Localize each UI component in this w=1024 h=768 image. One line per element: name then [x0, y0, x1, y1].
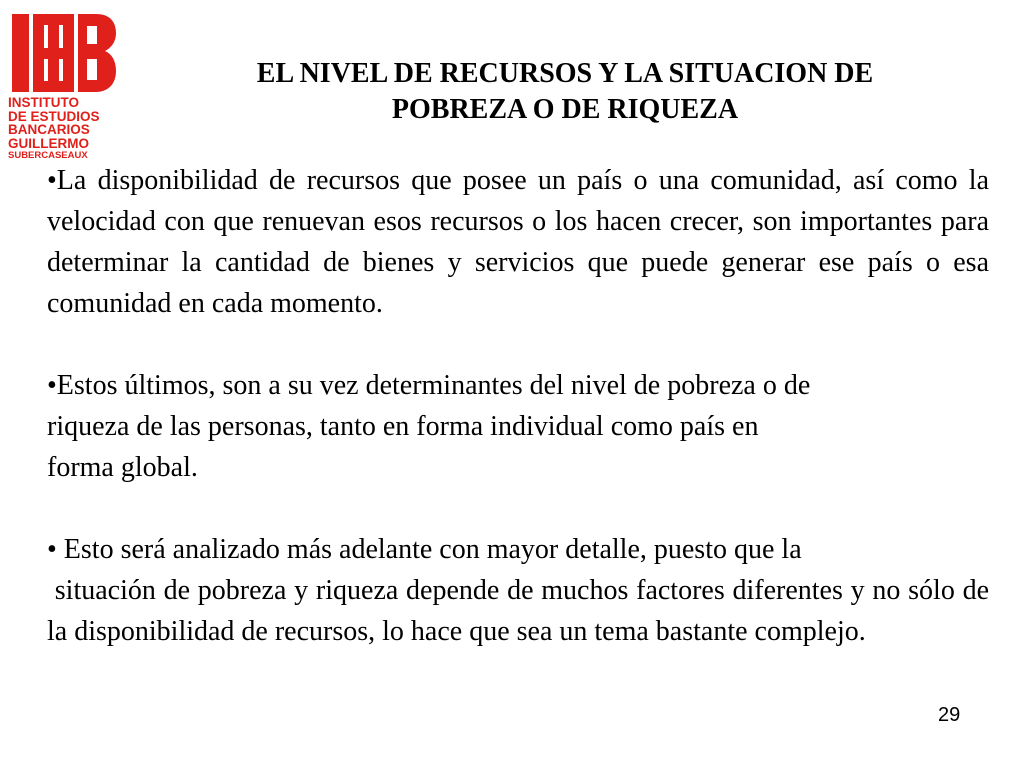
ieb-logo-icon: [12, 12, 116, 94]
slide-body: [47, 160, 996, 652]
slide-title-line-1: EL NIVEL DE RECURSOS Y LA SITUACION DE: [256, 58, 874, 89]
paragraph-2-line-1: •Estos últimos, son a su vez determinantes del nivel de pobreza o de: [47, 370, 811, 401]
paragraph-1: •La disponibilidad de recursos que posee un país o una comunidad, así como la velocidad con que renuevan esos recursos o los hacen crecer, son importantes para determinar la cantidad de bienes y servicios que puede generar ese país o esa comunidad en cada momento.: [47, 165, 989, 319]
logo-line-1: INSTITUTO: [8, 95, 80, 110]
paragraph-spacer: [47, 324, 989, 365]
logo-line-3: BANCARIOS: [8, 122, 90, 137]
paragraph-2-line-3: forma global.: [47, 452, 198, 483]
institute-logo: [8, 12, 134, 162]
page-number: 29: [938, 704, 961, 726]
logo-line-5: SUBERCASEAUX: [8, 150, 88, 161]
logo-line-2: DE ESTUDIOS: [8, 108, 100, 124]
paragraph-2: [47, 365, 989, 488]
paragraph-2-line-2: riqueza de las personas, tanto en forma individual como país en: [47, 411, 759, 442]
logo-line-4: GUILLERMO: [8, 135, 89, 151]
slide-title-line-2: POBREZA O DE RIQUEZA: [391, 94, 739, 125]
institute-name: [8, 96, 134, 161]
paragraph-3-rest: situación de pobreza y riqueza depende de muchos factores diferentes y no sólo de la disponibilidad de recursos, lo hace que sea un tema bastante complejo.: [47, 575, 996, 647]
paragraph-3-line-1: • Esto será analizado más adelante con mayor detalle, puesto que la: [47, 534, 802, 565]
slide-title: [140, 56, 990, 128]
paragraph-spacer: [47, 488, 989, 529]
